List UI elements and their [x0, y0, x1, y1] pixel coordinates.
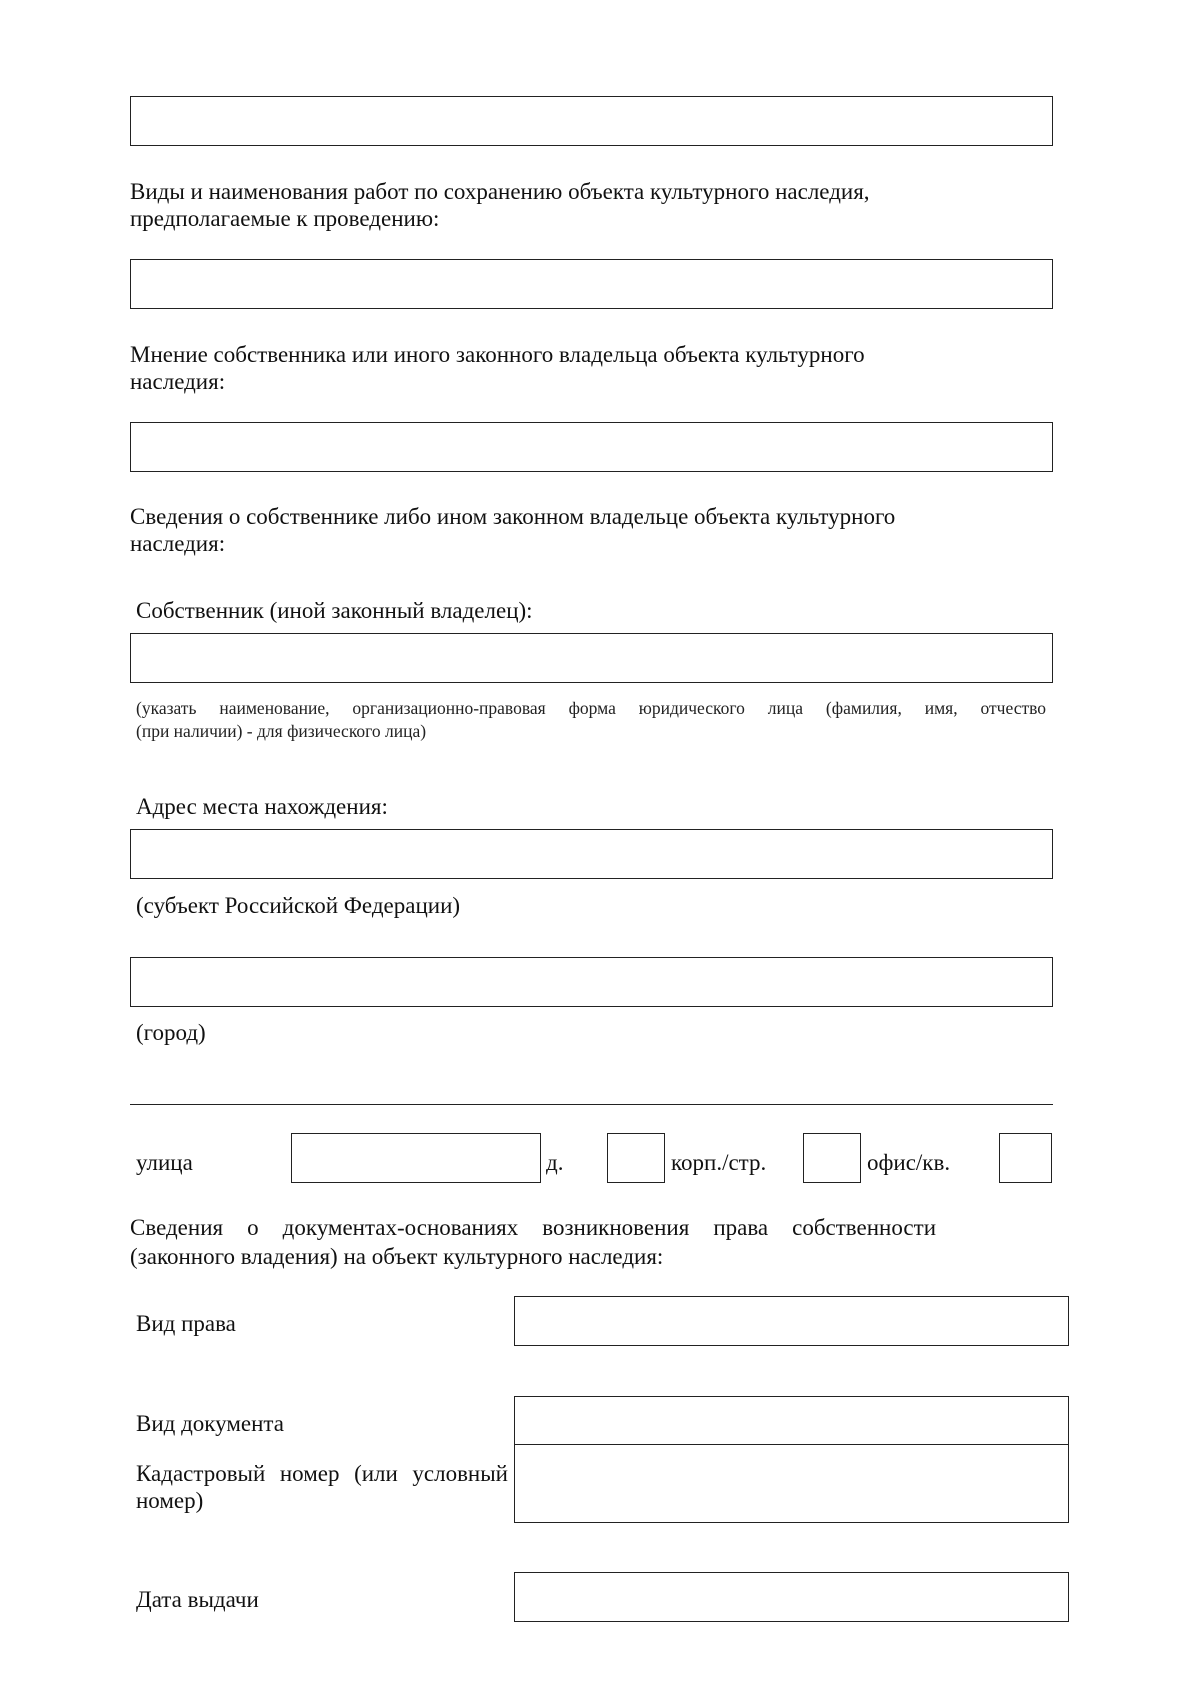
works-label: Виды и наименования работ по сохранению объекта культурного наследия, — [130, 179, 870, 204]
documents-label-cont: (законного владения) на объект культурного наследия: — [130, 1244, 664, 1269]
works-field[interactable] — [130, 259, 1053, 309]
street-field[interactable] — [291, 1133, 541, 1183]
house-label: д. — [546, 1150, 564, 1175]
cadastral-label: Кадастровый номер (или условный — [136, 1461, 508, 1486]
issue-date-field[interactable] — [514, 1572, 1069, 1622]
house-field[interactable] — [607, 1133, 665, 1183]
owner-info-label: Сведения о собственнике либо ином законном владельце объекта культурного — [130, 504, 896, 529]
right-type-label: Вид права — [136, 1311, 236, 1336]
owner-label: Собственник (иной законный владелец): — [136, 598, 533, 623]
cadastral-label-cont: номер) — [136, 1488, 204, 1513]
building-field[interactable] — [803, 1133, 861, 1183]
building-label: корп./стр. — [671, 1150, 767, 1175]
region-caption: (субъект Российской Федерации) — [136, 893, 461, 918]
owner-field[interactable] — [130, 633, 1053, 683]
doc-type-field[interactable] — [514, 1396, 1069, 1446]
opinion-label: Мнение собственника или иного законного владельца объекта культурного — [130, 342, 865, 367]
region-field[interactable] — [130, 829, 1053, 879]
documents-label: Сведения о документах-основаниях возникновения права собственности — [130, 1215, 936, 1240]
office-field[interactable] — [999, 1133, 1052, 1183]
opinion-field[interactable] — [130, 422, 1053, 472]
top-field[interactable] — [130, 96, 1053, 146]
owner-info-label-cont: наследия: — [130, 531, 226, 556]
owner-hint-cont: (при наличии) - для физического лица) — [136, 721, 427, 741]
owner-hint: (указать наименование, организационно-правовая форма юридического лица (фамилия, имя, отчество — [136, 698, 1046, 718]
city-field[interactable] — [130, 957, 1053, 1007]
doc-type-label: Вид документа — [136, 1411, 284, 1436]
address-label: Адрес места нахождения: — [136, 794, 388, 819]
works-label-cont: предполагаемые к проведению: — [130, 206, 440, 231]
issue-date-label: Дата выдачи — [136, 1587, 259, 1612]
address-divider — [130, 1104, 1053, 1105]
cadastral-field[interactable] — [514, 1444, 1069, 1523]
opinion-label-cont: наследия: — [130, 369, 226, 394]
city-caption: (город) — [136, 1020, 206, 1045]
street-label: улица — [136, 1150, 193, 1175]
right-type-field[interactable] — [514, 1296, 1069, 1346]
office-label: офис/кв. — [867, 1150, 951, 1175]
